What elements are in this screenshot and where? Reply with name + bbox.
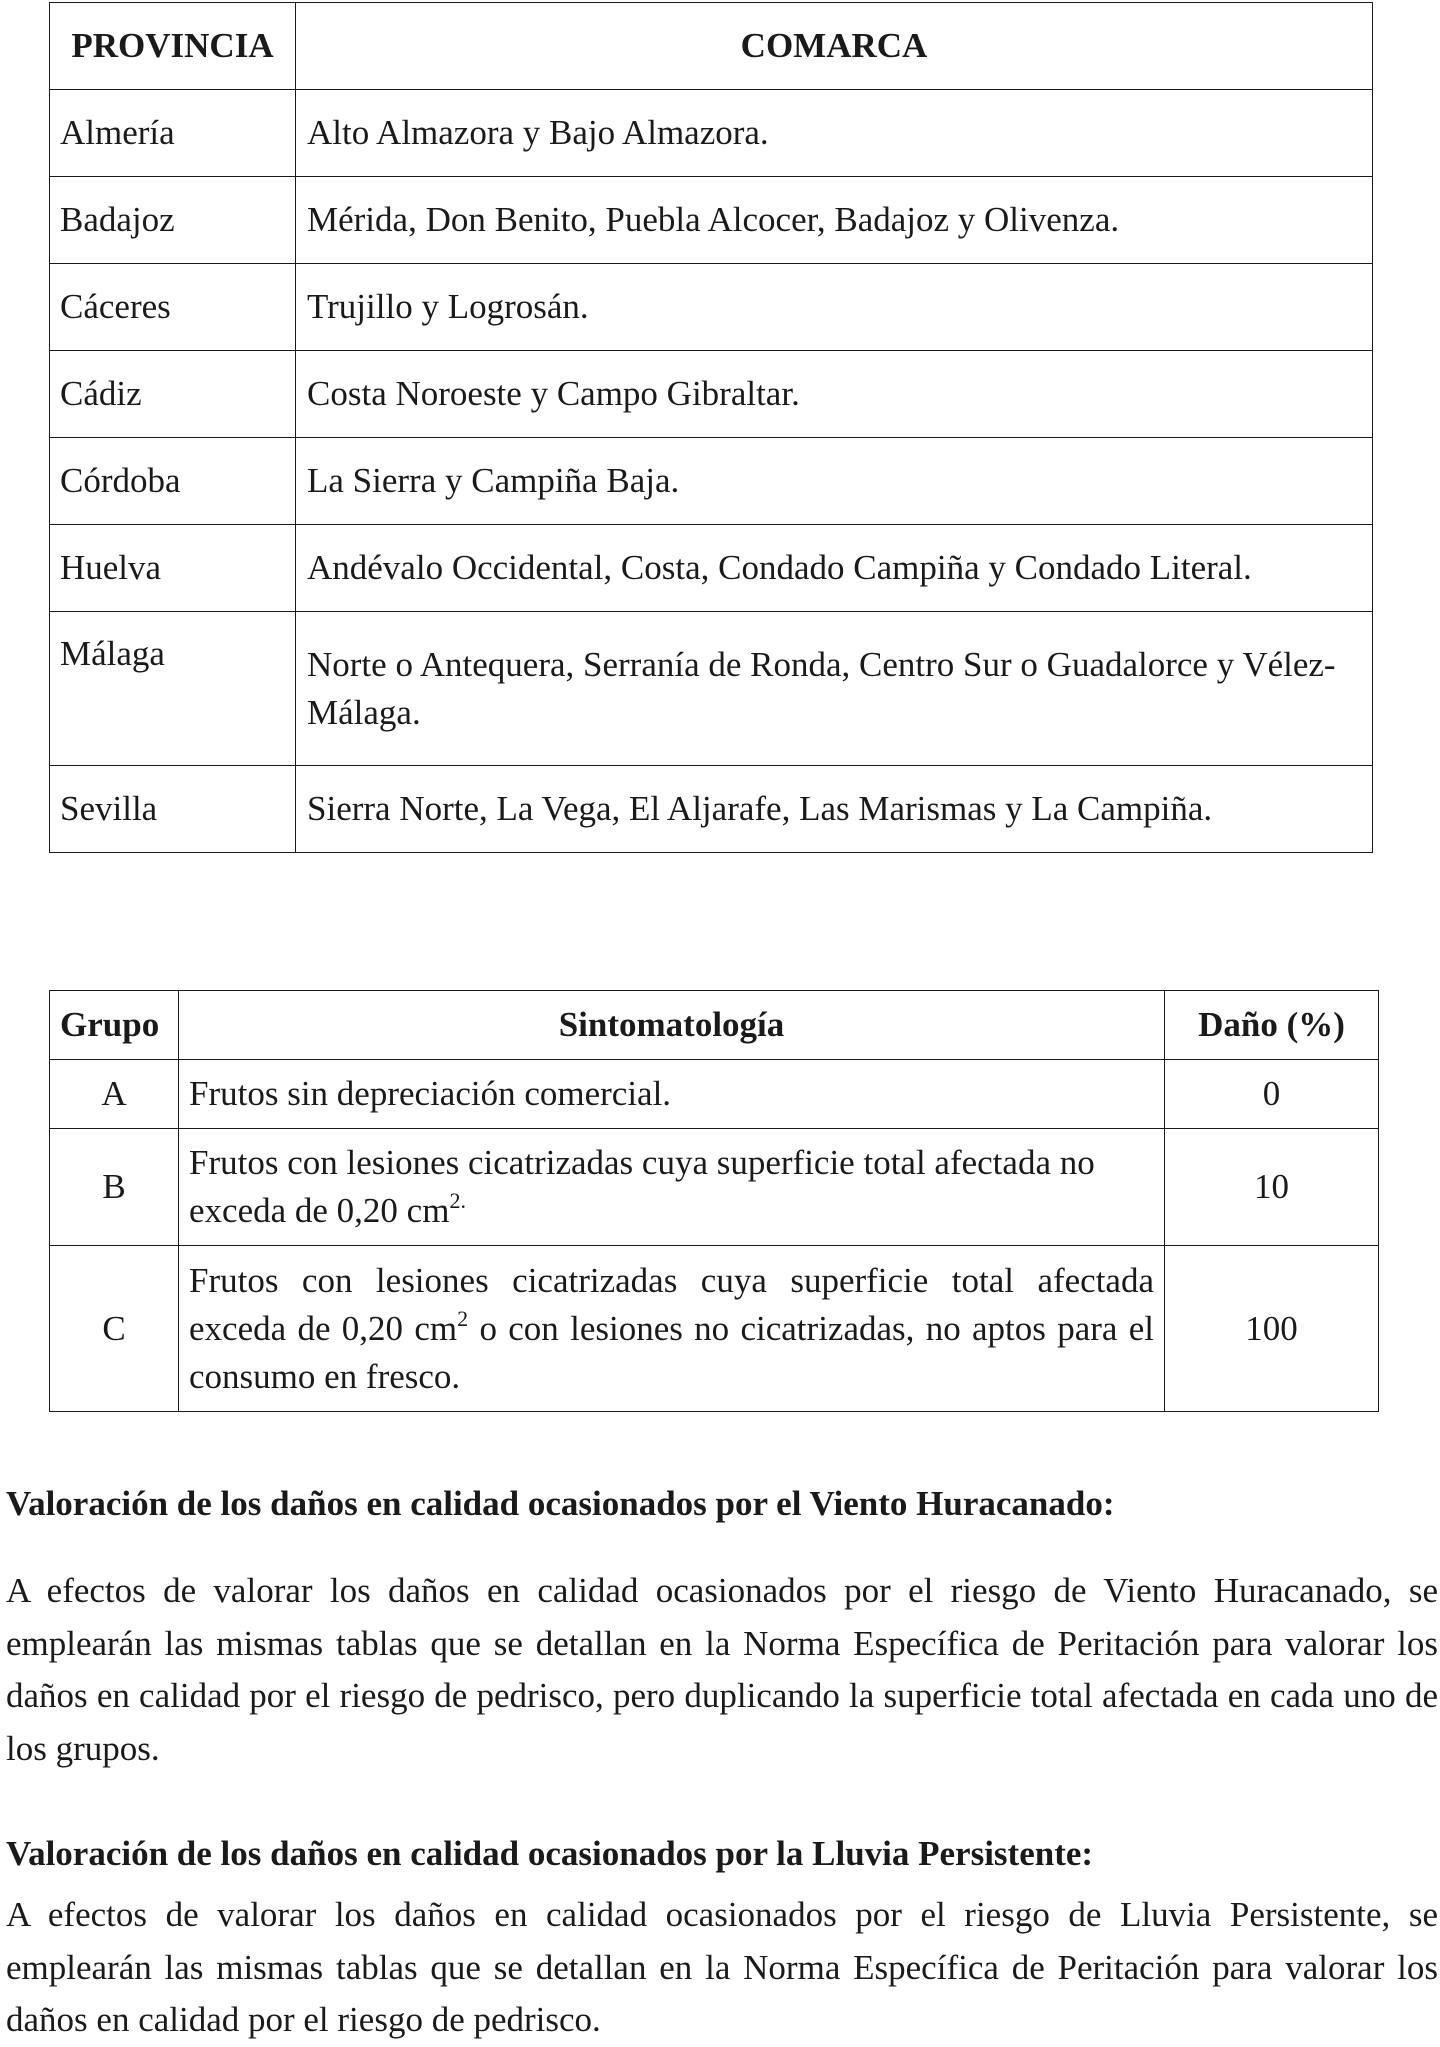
sintomatologia-text-cont: o con lesiones no cicatrizadas, no aptos para el consumo en fresco. bbox=[189, 1308, 1154, 1396]
provincia-cell: Huelva bbox=[50, 525, 296, 612]
dano-cell: 10 bbox=[1165, 1129, 1379, 1246]
comarca-cell: Sierra Norte, La Vega, El Aljarafe, Las Marismas y La Campiña. bbox=[296, 766, 1373, 853]
table-row bbox=[50, 1060, 1379, 1129]
provincia-cell: Córdoba bbox=[50, 438, 296, 525]
comarca-cell: Norte o Antequera, Serranía de Ronda, Centro Sur o Guadalorce y Vélez-Málaga. bbox=[296, 612, 1373, 766]
superscript: 2 bbox=[457, 1305, 469, 1331]
comarcas-header-row bbox=[50, 3, 1373, 90]
table-row bbox=[50, 525, 1373, 612]
sintomatologia-cell bbox=[179, 1129, 1165, 1246]
section-heading-lluvia: Valoración de los daños en calidad ocasionados por la Lluvia Persistente: bbox=[6, 1834, 1094, 1873]
dano-cell: 0 bbox=[1165, 1060, 1379, 1129]
grupo-cell: A bbox=[50, 1060, 179, 1129]
sintomatologia-cell bbox=[179, 1246, 1165, 1412]
provincia-cell: Cádiz bbox=[50, 351, 296, 438]
header-dano: Daño (%) bbox=[1165, 991, 1379, 1060]
table-row bbox=[50, 1246, 1379, 1412]
danos-header-row bbox=[50, 991, 1379, 1060]
comarca-cell: Trujillo y Logrosán. bbox=[296, 264, 1373, 351]
comarca-cell: La Sierra y Campiña Baja. bbox=[296, 438, 1373, 525]
comarca-cell: Costa Noroeste y Campo Gibraltar. bbox=[296, 351, 1373, 438]
table-row bbox=[50, 177, 1373, 264]
table-row bbox=[50, 264, 1373, 351]
provincia-cell: Sevilla bbox=[50, 766, 296, 853]
table-row bbox=[50, 612, 1373, 766]
superscript: 2. bbox=[449, 1188, 466, 1213]
sintomatologia-cell: Frutos sin depreciación comercial. bbox=[179, 1060, 1165, 1129]
table-row bbox=[50, 1129, 1379, 1246]
provincia-cell: Málaga bbox=[50, 612, 296, 766]
grupo-cell: B bbox=[50, 1129, 179, 1246]
provincia-cell: Almería bbox=[50, 90, 296, 177]
section-paragraph-viento: A efectos de valorar los daños en calidad ocasionados por el riesgo de Viento Huracanado, se emplearán las mismas tablas que se detallan en la Norma Específica de Peritación para valorar los daños en calidad por el riesgo de pedrisco, pero duplicando la superficie total afectada en cada uno de los grupos. bbox=[6, 1571, 1438, 1768]
section-paragraph-lluvia: A efectos de valorar los daños en calidad ocasionados por el riesgo de Lluvia Persistente, se emplearán las mismas tablas que se detallan en la Norma Específica de Peritación para valorar los daños en calidad por el riesgo de pedrisco. bbox=[6, 1895, 1438, 2039]
header-grupo: Grupo bbox=[50, 991, 179, 1060]
table-row bbox=[50, 90, 1373, 177]
sintomatologia-text: Frutos con lesiones cicatrizadas cuya superficie total afectada no exceda de 0,20 cm bbox=[189, 1143, 1095, 1230]
header-comarca: COMARCA bbox=[296, 3, 1373, 90]
table-row bbox=[50, 766, 1373, 853]
grupo-cell: C bbox=[50, 1246, 179, 1412]
comarca-cell: Andévalo Occidental, Costa, Condado Campiña y Condado Literal. bbox=[296, 525, 1373, 612]
sintomatologia-text: Frutos con lesiones cicatrizadas cuya superficie total afectada exceda de 0,20 cm bbox=[189, 1260, 1154, 1348]
danos-table bbox=[49, 990, 1379, 1412]
provincia-cell: Badajoz bbox=[50, 177, 296, 264]
table-row bbox=[50, 351, 1373, 438]
comarca-cell: Mérida, Don Benito, Puebla Alcocer, Badajoz y Olivenza. bbox=[296, 177, 1373, 264]
comarca-cell: Alto Almazora y Bajo Almazora. bbox=[296, 90, 1373, 177]
table-row bbox=[50, 438, 1373, 525]
header-sintomatologia: Sintomatología bbox=[179, 991, 1165, 1060]
comarcas-table bbox=[49, 2, 1373, 853]
dano-cell: 100 bbox=[1165, 1246, 1379, 1412]
provincia-cell: Cáceres bbox=[50, 264, 296, 351]
header-provincia: PROVINCIA bbox=[50, 3, 296, 90]
section-heading-viento: Valoración de los daños en calidad ocasionados por el Viento Huracanado: bbox=[6, 1484, 1115, 1523]
